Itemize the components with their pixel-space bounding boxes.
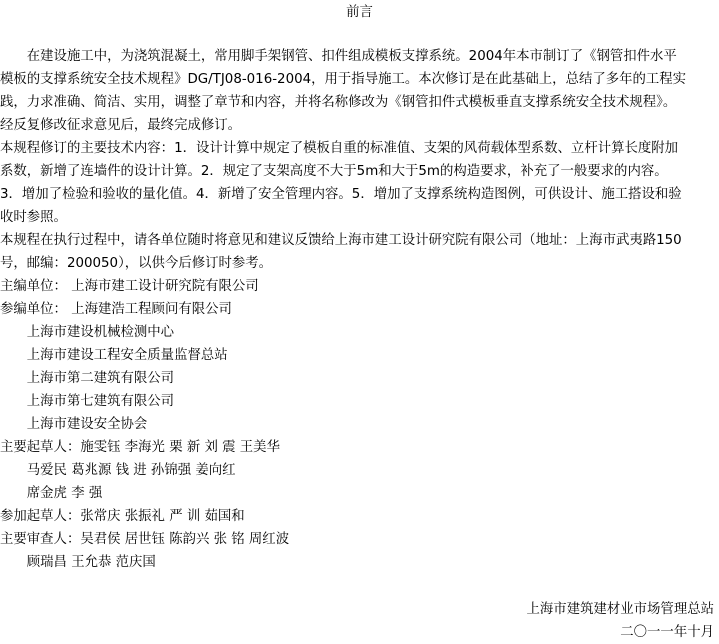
participant-unit-line: 上海市第七建筑有限公司	[0, 394, 175, 409]
paragraph-line: 模板的支撑系统安全技术规程》DG/TJ08-016-2004，用于指导施工。本次修订是在此基础上，总结了多年的工程实	[0, 72, 687, 87]
paragraph-line: 号，邮编：200050），以供今后修订时参考。	[0, 256, 273, 271]
drafter-line: 主要起草人：施雯钰 李海光 栗 新 刘 震 王美华	[0, 440, 280, 455]
paragraph-line: 系数，新增了连墙件的设计计算。2．规定了支架高度不大于5m和大于5m的构造要求，补充了一般要求的内容。	[0, 164, 668, 179]
participant-unit-line: 上海市建设机械检测中心	[0, 325, 175, 340]
drafter-line: 席金虎 李 强	[0, 486, 103, 501]
co-drafter-line: 参加起草人：张常庆 张振礼 严 训 茹国和	[0, 509, 245, 524]
paragraph-line: 经反复修改征求意见后，最终完成修订。	[0, 118, 242, 133]
participant-unit-line: 参编单位： 上海建浩工程顾问有限公司	[0, 302, 232, 317]
reviewer-line: 顾瑞昌 王允恭 范庆国	[0, 555, 156, 570]
signature-date: 二〇一一年十月	[620, 625, 714, 640]
participant-unit-line: 上海市第二建筑有限公司	[0, 371, 175, 386]
paragraph-line: 3．增加了检验和验收的量化值。4．新增了安全管理内容。5．增加了支撑系统构造图例，可供设计、施工搭设和验	[0, 187, 682, 202]
paragraph-line: 践，力求准确、简洁、实用，调整了章节和内容，并将名称修改为《钢管扣件式模板垂直支撑系统安全技术规程》。	[0, 95, 677, 110]
participant-unit-line: 上海市建设工程安全质量监督总站	[0, 348, 228, 363]
document-title: 前言	[346, 5, 373, 20]
reviewer-line: 主要审查人：吴君侯 居世钰 陈韵兴 张 铭 周红波	[0, 532, 290, 547]
paragraph-line: 本规程修订的主要技术内容：1．设计计算中规定了模板自重的标准值、支架的风荷载体型系数、立杆计算长度附加	[0, 141, 679, 156]
paragraph-line: 在建设施工中，为浇筑混凝土，常用脚手架钢管、扣件组成模板支撑系统。2004年本市制订了《钢管扣件水平	[0, 49, 677, 64]
signature-org: 上海市建筑建材业市场管理总站	[526, 602, 714, 617]
paragraph-line: 本规程在执行过程中，请各单位随时将意见和建议反馈给上海市建工设计研究院有限公司（地址：上海市武夷路150	[0, 233, 682, 248]
drafter-line: 马爱民 葛兆源 钱 进 孙锦强 姜向红	[0, 463, 236, 478]
editor-unit-line: 主编单位： 上海市建工设计研究院有限公司	[0, 279, 259, 294]
paragraph-line: 收时参照。	[0, 210, 67, 225]
participant-unit-line: 上海市建设安全协会	[0, 417, 148, 432]
